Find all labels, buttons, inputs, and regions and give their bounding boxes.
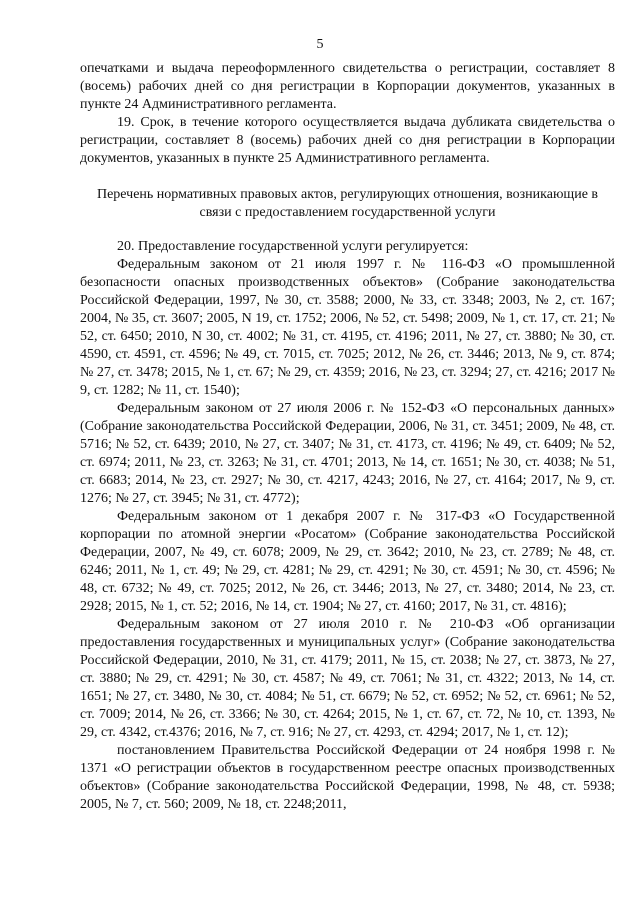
document-body — [80, 60, 615, 814]
section-heading: Перечень нормативных правовых актов, регулирующих отношения, возникающие в связи с предоставлением государственной услуги — [96, 187, 599, 220]
paragraph-19: 19. Срок, в течение которого осуществляется выдача дубликата свидетельства о регистрации, составляет 8 (восемь) рабочих дней со дня регистрации в Корпорации документов, указанных в пункте 25 Административного регламента. — [80, 115, 615, 166]
law-317-fz: Федеральным законом от 1 декабря 2007 г. № 317-ФЗ «О Государственной корпорации по атомной энергии «Росатом» (Собрание законодательства Российской Федерации, 2007, № 49, ст. 6078; 2009, № 29, ст. 3642; 2010, № 23, ст. 2789; № 48, ст. 6246; 2011, № 1, ст. 49; № 29, ст. 4281; № 29, ст. 4291; № 30, ст. 4591; № 30, ст. 4596; № 48, ст. 6732; № 49, ст. 7025; 2012, № 26, ст. 3446; 2013, № 27, ст. 3480; 2014, № 23, ст. 2928; 2015, № 1, ст. 52; 2016, № 14, ст. 1904; № 27, ст. 4160; 2017, № 31, ст. 4816); — [80, 509, 615, 614]
paragraph-continuation: опечатками и выдача переоформленного свидетельства о регистрации, составляет 8 (восемь) рабочих дней со дня регистрации в Корпорации документов, указанных в пункте 24 Административного регламента. — [80, 61, 615, 112]
law-116-fz: Федеральным законом от 21 июля 1997 г. № 116-ФЗ «О промышленной безопасности опасных производственных объектов» (Собрание законодательства Российской Федерации, 1997, № 30, ст. 3588; 2000, № 33, ст. 3348; 2003, № 2, ст. 167; 2004, № 35, ст. 3607; 2005, N 19, ст. 1752; 2006, № 52, ст. 5498; 2009, № 1, ст. 17, ст. 21; № 52, ст. 6450; 2010, N 30, ст. 4002; № 31, ст. 4195, ст. 4196; 2011, № 27, ст. 3880; № 30, ст. 4590, ст. 4591, ст. 4596; № 49, ст. 7015, ст. 7025; 2012, № 26, ст. 3446; 2013, № 9, ст. 874; № 27, ст. 3478; 2015, № 1, ст. 67; № 29, ст. 4359; 2016, № 23, ст. 3294; 27, ст. 4216; 2017 № 9, ст. 1282; № 11, ст. 1540); — [80, 257, 615, 398]
law-210-fz: Федеральным законом от 27 июля 2010 г. № 210-ФЗ «Об организации предоставления государственных и муниципальных услуг» (Собрание законодательства Российской Федерации, 2010, № 31, ст. 4179; 2011, № 15, ст. 2038; № 27, ст. 3873, № 27, ст. 3880; № 29, ст. 4291; № 30, ст. 4587; № 49, ст. 7061; № 31, ст. 4322; 2013, № 14, ст. 1651; № 27, ст. 3480, № 30, ст. 4084; № 51, ст. 6679; № 52, ст. 6952; № 52, ст. 6961; № 52, ст. 7009; 2014, № 26, ст. 3366; № 30, ст. 4264; 2015, № 1, ст. 67, ст. 72, № 10, ст. 1393, № 29, ст. 4342, ст.4376; 2016, № 7, ст. 916; № 27, ст. 4293, ст. 4294; 2017, № 1, ст. 12); — [80, 617, 615, 740]
law-152-fz: Федеральным законом от 27 июля 2006 г. № 152-ФЗ «О персональных данных» (Собрание законодательства Российской Федерации, 2006, № 31, ст. 3451; 2009, № 48, ст. 5716; № 52, ст. 6439; 2010, № 27, ст. 3407; № 31, ст. 4173, ст. 4196; № 49, ст. 6409; № 52, ст. 6974; 2011, № 23, ст. 3263; № 31, ст. 4701; 2013, № 14, ст. 1651; № 30, ст. 4038; № 51, ст. 6683; 2014, № 23, ст. 2927; № 30, ст. 4217, 4243; 2016, № 27, ст. 4164; 2017, № 9, ст. 1276; № 27, ст. 3945; № 31, ст. 4772); — [80, 401, 615, 506]
page-number: 5 — [316, 37, 324, 52]
decree-1371: постановлением Правительства Российской Федерации от 24 ноября 1998 г. № 1371 «О регистрации объектов в государственном реестре опасных производственных объектов» (Собрание законодательства Российской Федерации, 1998, № 48, ст. 5938; 2005, № 7, ст. 560; 2009, № 18, ст. 2248;2011, — [80, 743, 615, 812]
paragraph-20: 20. Предоставление государственной услуги регулируется: — [117, 239, 469, 254]
